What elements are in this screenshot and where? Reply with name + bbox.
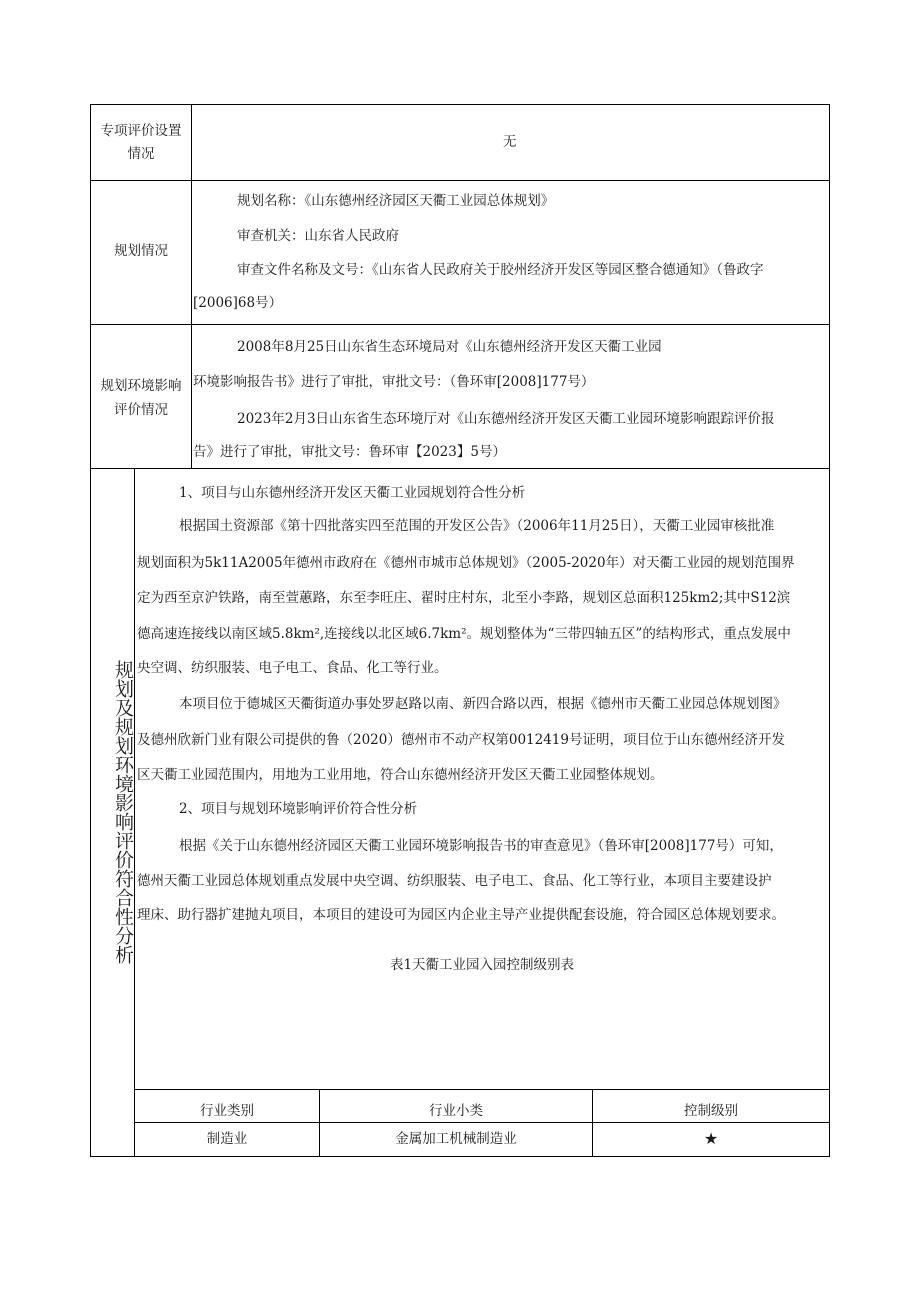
s2-p1-line2: 德州天衢工业园总体规划重点发展中央空调、纺织服装、电子电工、食品、化工等行业，本项目主要建设护: [137, 873, 772, 889]
table-cell-category: 制造业: [206, 1131, 248, 1147]
rule-label-col-upper: [191, 104, 192, 469]
plan-env-p1-line2: 环境影响报告书》进行了审批，审批文号：（鲁环审[2008]177号）: [193, 374, 595, 390]
rule-bottom: [90, 1156, 830, 1157]
table-header-subcategory: 行业小类: [429, 1103, 483, 1119]
rule-subtable-mid: [134, 1122, 830, 1123]
s2-p1-line3: 理床、助行器扩建抛丸项目，本项目的建设可为园区内企业主导产业提供配套设施，符合园区总体规划要求。: [137, 907, 785, 923]
special-eval-label-2: 情况: [127, 146, 155, 162]
table-header-category: 行业类别: [200, 1103, 254, 1119]
special-eval-value: 无: [503, 134, 517, 150]
star-icon: ★: [703, 1129, 719, 1148]
s1-p1-line5: 央空调、纺织服装、电子电工、食品、化工等行业。: [137, 660, 448, 676]
s1-p1-line3: 定为西至京沪铁路，南至萱蕙路，东至李旺庄、翟时庄村东，北至小李路，规划区总面积125km2;其中S12滨: [137, 590, 791, 606]
plan-env-label-1: 规划环境影响: [100, 378, 182, 394]
s2-p1-line1: 根据《关于山东德州经济园区天衢工业园环境影响报告书的审查意见》（鲁环审[2008]177号）可知，: [179, 838, 783, 854]
s1-p1-line2: 规划面积为5k11A2005年德州市政府在《德州市城市总体规划》（2005-2020年）对天衢工业园的规划范围界: [137, 555, 795, 571]
plan-doc-line2: [2006]68号）: [193, 295, 283, 311]
s1-p1-line1: 根据国土资源部《第十四批落实四至范围的开发区公告》（2006年11月25日），天衢工业园审核批准: [179, 518, 775, 534]
rule-row3-bottom: [90, 468, 830, 469]
analysis-label: 规划及规划环境影响评价符合性分析: [112, 660, 134, 964]
plan-env-p2-line2: 告》进行了审批，审批文号：鲁环审【2023】5号）: [193, 444, 506, 460]
s1-p2-line3: 区天衢工业园范围内，用地为工业用地，符合山东德州经济开发区天衢工业园整体规划。: [137, 767, 664, 783]
s1-title: 1、项目与山东德州经济开发区天衢工业园规划符合性分析: [179, 485, 526, 501]
plan-name: 规划名称：《山东德州经济园区天衢工业园总体规划》: [237, 193, 555, 209]
special-eval-label-1: 专项评价设置: [100, 123, 182, 139]
plan-authority: 审查机关：山东省人民政府: [237, 228, 399, 244]
rule-subtable-top: [134, 1089, 830, 1090]
rule-top: [90, 104, 830, 105]
s1-p2-line2: 及德州欣新门业有限公司提供的鲁（2020）德州市不动产权第0012419号证明，项目位于山东德州经济开发: [137, 732, 785, 748]
plan-env-p1-line1: 2008年8月25日山东省生态环境局对《山东德州经济开发区天衢工业园: [237, 339, 662, 355]
table-cell-subcategory: 金属加工机械制造业: [395, 1131, 517, 1147]
rule-row2-bottom: [90, 324, 830, 325]
rule-right: [829, 104, 830, 1157]
s1-p2-line1: 本项目位于德城区天衢街道办事处罗赵路以南、新四合路以西，根据《德州市天衢工业园总体规划图》: [179, 696, 787, 712]
s1-p1-line4: 德高速连接线以南区域5.8km²,连接线以北区域6.7km²。规划整体为“三带四轴五区”的结构形式，重点发展中: [137, 626, 791, 642]
plan-env-p2-line1: 2023年2月3日山东省生态环境厅对《山东德州经济开发区天衢工业园环境影响跟踪评价报: [237, 411, 775, 427]
rule-left: [90, 104, 91, 1157]
rule-label-col-lower: [134, 468, 135, 1157]
table-header-level: 控制级别: [684, 1103, 738, 1119]
plan-doc-line1: 审查文件名称及文号：《山东省人民政府关于胶州经济开发区等园区整合德通知》（鲁政字: [237, 262, 764, 278]
plan-env-label-2: 评价情况: [114, 402, 168, 418]
rule-row1-bottom: [90, 180, 830, 181]
s2-title: 2、项目与规划环境影响评价符合性分析: [179, 801, 418, 817]
table-caption: 表1天衢工业园入园控制级别表: [389, 957, 575, 973]
plan-info-label: 规划情况: [114, 243, 168, 259]
